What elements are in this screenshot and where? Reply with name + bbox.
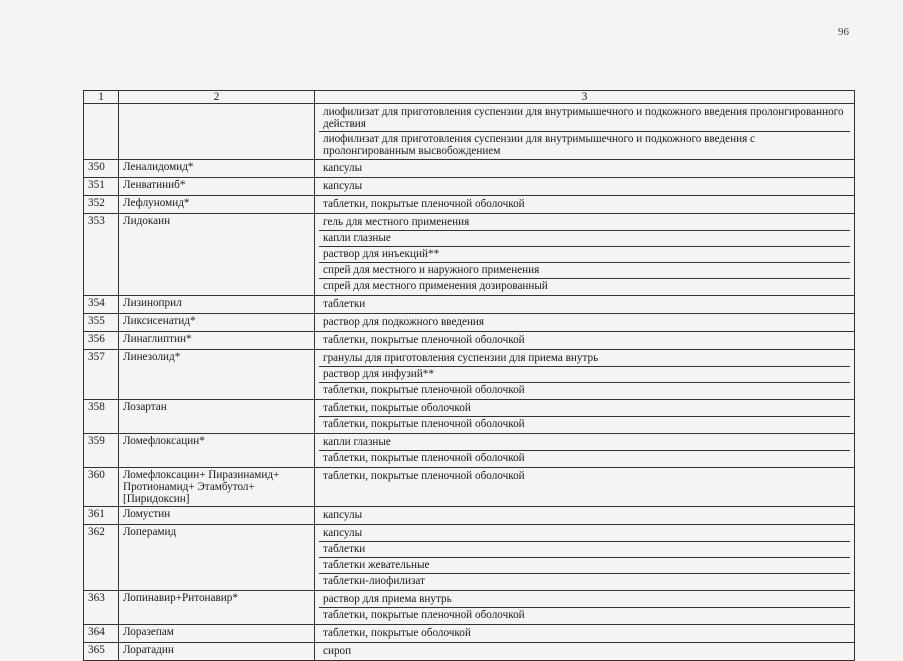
drug-name: Лизиноприл <box>119 296 315 314</box>
dosage-form: капли глазные <box>319 230 850 246</box>
table-row <box>84 468 855 507</box>
table-row <box>84 591 855 625</box>
dosage-form: капсулы <box>323 509 363 521</box>
dosage-forms <box>315 160 855 178</box>
row-number: 355 <box>84 314 119 332</box>
table-row <box>84 400 855 434</box>
table-row <box>84 104 855 160</box>
dosage-form: капсулы <box>323 180 363 192</box>
table-row <box>84 160 855 178</box>
table-row <box>84 296 855 314</box>
dosage-forms <box>315 400 855 434</box>
dosage-form: раствор для подкожного введения <box>323 316 485 328</box>
drug-name: Линаглиптин* <box>119 332 315 350</box>
row-number: 352 <box>84 196 119 214</box>
dosage-form: таблетки жевательные <box>319 557 850 573</box>
dosage-forms <box>315 178 855 196</box>
dosage-form: таблетки, покрытые пленочной оболочкой <box>319 607 850 623</box>
row-number: 361 <box>84 507 119 525</box>
dosage-forms <box>315 104 855 160</box>
dosage-form: капсулы <box>323 162 363 174</box>
dosage-form: таблетки, покрытые пленочной оболочкой <box>319 382 850 398</box>
dosage-form: раствор для приема внутрь <box>323 593 452 605</box>
table-header-row <box>84 91 855 104</box>
dosage-form: лиофилизат для приготовления суспензии для внутримышечного и подкожного введения пролонгированного действия <box>323 106 844 130</box>
drug-name <box>119 104 315 160</box>
drug-name: Ломефлоксацин* <box>119 434 315 468</box>
dosage-forms <box>315 314 855 332</box>
dosage-forms <box>315 525 855 591</box>
dosage-form: таблетки <box>319 541 850 557</box>
row-number: 353 <box>84 214 119 296</box>
dosage-form: гель для местного применения <box>323 216 470 228</box>
row-number: 354 <box>84 296 119 314</box>
drug-name: Лефлуномид* <box>119 196 315 214</box>
header-col-3: 3 <box>315 91 855 104</box>
dosage-form: таблетки, покрытые оболочкой <box>323 402 471 414</box>
dosage-form: таблетки, покрытые пленочной оболочкой <box>323 198 525 210</box>
row-number: 356 <box>84 332 119 350</box>
dosage-form: таблетки, покрытые пленочной оболочкой <box>319 416 850 432</box>
table-row <box>84 332 855 350</box>
table-row <box>84 525 855 591</box>
table-row <box>84 214 855 296</box>
drug-name: Ленватиниб* <box>119 178 315 196</box>
dosage-forms <box>315 643 855 661</box>
dosage-form: сироп <box>323 645 352 657</box>
header-col-1: 1 <box>84 91 119 104</box>
dosage-forms <box>315 296 855 314</box>
drug-name: Линезолид* <box>119 350 315 400</box>
dosage-form: спрей для местного и наружного применения <box>319 262 850 278</box>
drug-name: Лоперамид <box>119 525 315 591</box>
dosage-form: таблетки-лиофилизат <box>319 573 850 589</box>
drug-name: Лозартан <box>119 400 315 434</box>
dosage-form: спрей для местного применения дозированный <box>319 278 850 294</box>
drug-name: Ломефлоксацин+ Пиразинамид+ Протионамид+ Этамбутол+ [Пиридоксин] <box>119 468 315 507</box>
dosage-forms <box>315 507 855 525</box>
drug-name: Лопинавир+Ритонавир* <box>119 591 315 625</box>
row-number <box>84 104 119 160</box>
dosage-forms <box>315 196 855 214</box>
dosage-form: таблетки, покрытые пленочной оболочкой <box>323 334 525 346</box>
drug-name: Ликсисенатид* <box>119 314 315 332</box>
dosage-forms <box>315 591 855 625</box>
dosage-form: таблетки, покрытые пленочной оболочкой <box>319 450 850 466</box>
row-number: 351 <box>84 178 119 196</box>
dosage-forms <box>315 332 855 350</box>
table-row <box>84 314 855 332</box>
dosage-form: гранулы для приготовления суспензии для приема внутрь <box>323 352 599 364</box>
drug-name: Леналидомид* <box>119 160 315 178</box>
header-col-2: 2 <box>119 91 315 104</box>
table-row <box>84 178 855 196</box>
row-number: 360 <box>84 468 119 507</box>
drug-table <box>83 90 855 661</box>
drug-name: Ломустин <box>119 507 315 525</box>
row-number: 365 <box>84 643 119 661</box>
drug-name: Лоразепам <box>119 625 315 643</box>
row-number: 364 <box>84 625 119 643</box>
drug-name: Лоратадин <box>119 643 315 661</box>
dosage-forms <box>315 214 855 296</box>
row-number: 362 <box>84 525 119 591</box>
row-number: 350 <box>84 160 119 178</box>
dosage-form: раствор для инфузий** <box>319 366 850 382</box>
table-row <box>84 196 855 214</box>
dosage-form: капли глазные <box>323 436 391 448</box>
dosage-forms <box>315 468 855 507</box>
dosage-form: таблетки, покрытые пленочной оболочкой <box>323 470 525 482</box>
dosage-form: таблетки, покрытые оболочкой <box>323 627 471 639</box>
row-number: 363 <box>84 591 119 625</box>
page-number: 96 <box>838 26 849 38</box>
dosage-forms <box>315 434 855 468</box>
table-row <box>84 350 855 400</box>
dosage-form: капсулы <box>323 527 363 539</box>
drug-name: Лидокаин <box>119 214 315 296</box>
row-number: 359 <box>84 434 119 468</box>
dosage-forms <box>315 350 855 400</box>
dosage-form: лиофилизат для приготовления суспензии для внутримышечного и подкожного введения с пролонгированным высвобождением <box>319 131 850 158</box>
row-number: 358 <box>84 400 119 434</box>
dosage-form: раствор для инъекций** <box>319 246 850 262</box>
table-row <box>84 434 855 468</box>
table-row <box>84 643 855 661</box>
dosage-form: таблетки <box>323 298 366 310</box>
table-row <box>84 507 855 525</box>
row-number: 357 <box>84 350 119 400</box>
